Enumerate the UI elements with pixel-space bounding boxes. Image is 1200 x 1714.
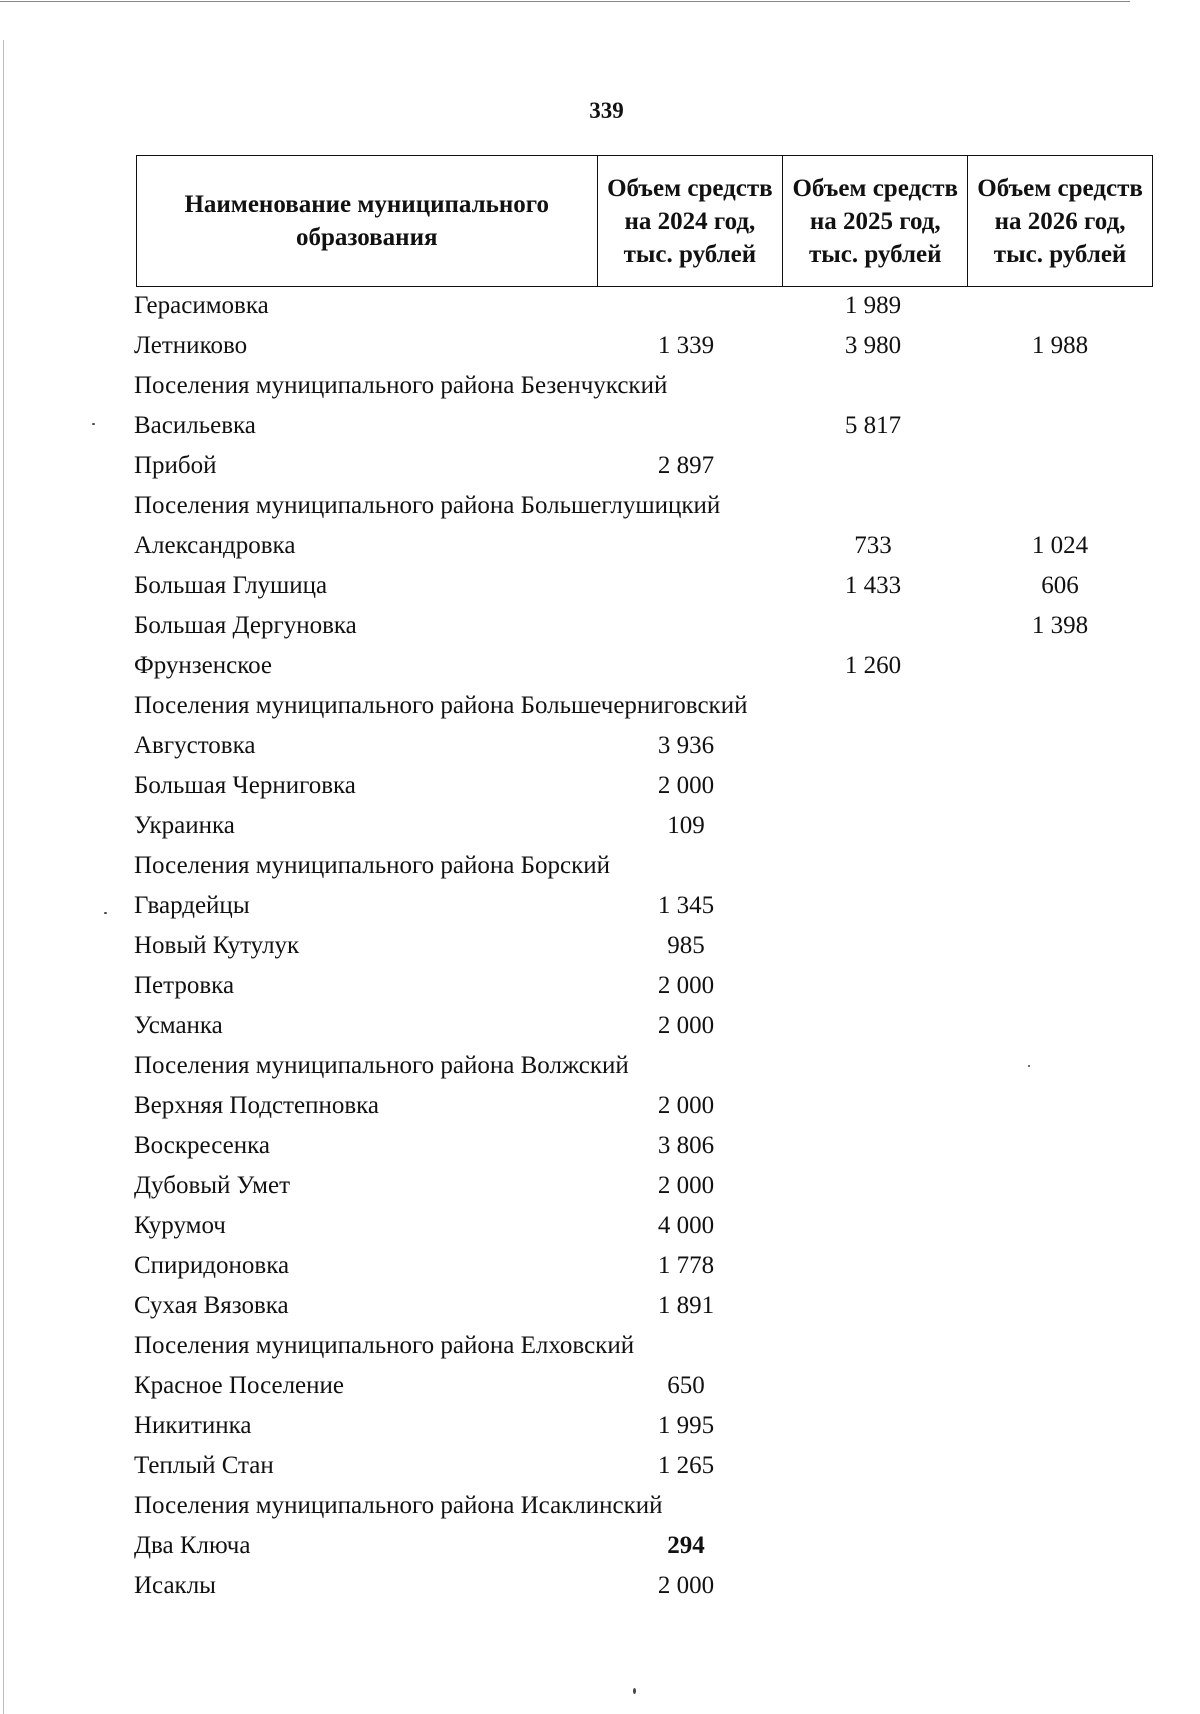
- value-2026: 1 988: [1031, 332, 1089, 359]
- group-row: [0, 686, 1200, 726]
- group-row: [0, 366, 1200, 406]
- value-2024: 2 897: [657, 452, 715, 479]
- header-2024: Объем средств на 2024 год, тыс. рублей: [597, 156, 783, 287]
- value-2024: 1 265: [657, 1452, 715, 1479]
- value-2025: 1 433: [844, 572, 902, 599]
- table-row: [0, 446, 1200, 486]
- table-row: [0, 1566, 1200, 1606]
- table-header: [136, 155, 1153, 287]
- value-2025: 1 260: [844, 652, 902, 679]
- table-row: [0, 886, 1200, 926]
- table-row: [0, 1126, 1200, 1166]
- settlement-name: Герасимовка: [134, 292, 269, 319]
- group-title: Поселения муниципального района Исаклинский: [134, 1492, 663, 1519]
- table-row: [0, 1446, 1200, 1486]
- value-2024: 2 000: [657, 1012, 715, 1039]
- scan-speck: [633, 1688, 636, 1694]
- header-2025: Объем средств на 2025 год, тыс. рублей: [783, 156, 968, 287]
- value-2024: 650: [667, 1372, 705, 1399]
- value-2024: 1 345: [657, 892, 715, 919]
- settlement-name: Петровка: [134, 972, 235, 999]
- settlement-name: Спиридоновка: [134, 1252, 290, 1279]
- value-2024: 3 806: [657, 1132, 715, 1159]
- group-title: Поселения муниципального района Борский: [134, 852, 610, 879]
- table-row: [0, 406, 1200, 446]
- group-row: [0, 1326, 1200, 1366]
- table-row: [0, 566, 1200, 606]
- table-row: [0, 286, 1200, 326]
- table-row: [0, 1246, 1200, 1286]
- settlement-name: Гвардейцы: [134, 892, 250, 919]
- table-row: [0, 1206, 1200, 1246]
- value-2024: 2 000: [657, 972, 715, 999]
- settlement-name: Большая Глушица: [134, 572, 328, 599]
- table-row: [0, 1366, 1200, 1406]
- settlement-name: Александровка: [134, 532, 296, 559]
- value-2024: 1 339: [657, 332, 715, 359]
- value-2024: 2 000: [657, 1092, 715, 1119]
- value-2024: 2 000: [657, 1572, 715, 1599]
- table-row: [0, 926, 1200, 966]
- group-row: [0, 846, 1200, 886]
- group-title: Поселения муниципального района Волжский: [134, 1052, 629, 1079]
- value-2026: 1 398: [1031, 612, 1089, 639]
- settlement-name: Большая Дергуновка: [134, 612, 357, 639]
- settlement-name: Дубовый Умет: [134, 1172, 291, 1199]
- value-2024: 4 000: [657, 1212, 715, 1239]
- value-2024: 294: [667, 1532, 705, 1559]
- group-row: [0, 486, 1200, 526]
- group-title: Поселения муниципального района Елховский: [134, 1332, 635, 1359]
- settlement-name: Красное Поселение: [134, 1372, 344, 1399]
- value-2024: 2 000: [657, 772, 715, 799]
- value-2025: 1 989: [844, 292, 902, 319]
- value-2025: 3 980: [844, 332, 902, 359]
- table-row: [0, 1166, 1200, 1206]
- scan-speck: [1028, 1065, 1030, 1067]
- value-2024: 1 995: [657, 1412, 715, 1439]
- settlement-name: Большая Черниговка: [134, 772, 356, 799]
- header-2026: Объем средств на 2026 год, тыс. рублей: [968, 156, 1153, 287]
- table-row: [0, 726, 1200, 766]
- header-name: Наименование муниципального образования: [137, 156, 598, 287]
- value-2024: 2 000: [657, 1172, 715, 1199]
- settlement-name: Два Ключа: [134, 1532, 251, 1559]
- settlement-name: Украинка: [134, 812, 235, 839]
- value-2024: 109: [667, 812, 705, 839]
- group-row: [0, 1486, 1200, 1526]
- settlement-name: Августовка: [134, 732, 256, 759]
- settlement-name: Васильевка: [134, 412, 256, 439]
- settlement-name: Воскресенка: [134, 1132, 270, 1159]
- value-2025: 733: [854, 532, 892, 559]
- settlement-name: Фрунзенское: [134, 652, 273, 679]
- group-title: Поселения муниципального района Безенчукский: [134, 372, 668, 399]
- value-2024: 3 936: [657, 732, 715, 759]
- settlement-name: Никитинка: [134, 1412, 252, 1439]
- table-row: [0, 1526, 1200, 1566]
- table-row: [0, 326, 1200, 366]
- value-2025: 5 817: [844, 412, 902, 439]
- table-row: [0, 646, 1200, 686]
- settlement-name: Верхняя Подстепновка: [134, 1092, 379, 1119]
- settlement-name: Сухая Вязовка: [134, 1292, 289, 1319]
- table-row: [0, 766, 1200, 806]
- settlement-name: Новый Кутулук: [134, 932, 300, 959]
- settlement-name: Исаклы: [134, 1572, 216, 1599]
- group-title: Поселения муниципального района Большечерниговский: [134, 692, 748, 719]
- scan-speck: [92, 423, 95, 425]
- table-row: [0, 1406, 1200, 1446]
- group-row: [0, 1046, 1200, 1086]
- table-body: [0, 286, 1200, 1606]
- value-2024: 985: [667, 932, 705, 959]
- page-number: 339: [589, 98, 624, 123]
- settlement-name: Прибой: [134, 452, 217, 479]
- value-2026: 1 024: [1031, 532, 1089, 559]
- table-row: [0, 1286, 1200, 1326]
- settlement-name: Летниково: [134, 332, 248, 359]
- table-row: [0, 806, 1200, 846]
- value-2026: 606: [1041, 572, 1079, 599]
- scan-speck: [104, 912, 107, 914]
- settlement-name: Курумоч: [134, 1212, 226, 1239]
- group-title: Поселения муниципального района Большеглушицкий: [134, 492, 721, 519]
- settlement-name: Теплый Стан: [134, 1452, 274, 1479]
- table-row: [0, 1006, 1200, 1046]
- table-row: [0, 526, 1200, 566]
- table-row: [0, 966, 1200, 1006]
- table-row: [0, 606, 1200, 646]
- settlement-name: Усманка: [134, 1012, 223, 1039]
- value-2024: 1 778: [657, 1252, 715, 1279]
- value-2024: 1 891: [657, 1292, 715, 1319]
- table-row: [0, 1086, 1200, 1126]
- scan-edge-top: [0, 1, 1130, 2]
